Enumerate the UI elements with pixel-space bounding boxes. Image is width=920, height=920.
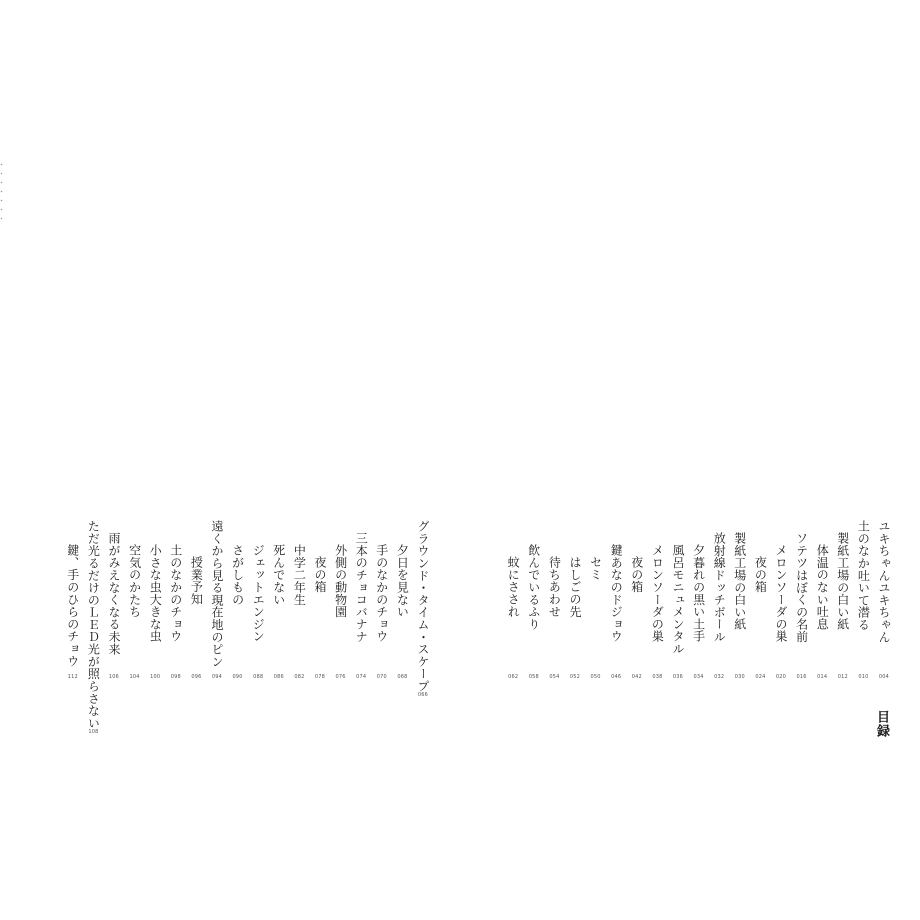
toc-entry-title: 鍵、手のひらのチョウ — [65, 544, 80, 667]
toc-entry-page-number: 100 — [150, 674, 161, 680]
toc-entry-title: 外側の動物園 — [333, 544, 348, 618]
toc-entry-page-number: 024 — [755, 674, 766, 680]
toc-entry — [270, 520, 288, 680]
toc-entry-title: ジェットエンジン — [251, 544, 266, 643]
toc-entry-title: メロンソーダの巣 — [774, 544, 788, 643]
toc-entry — [607, 520, 625, 680]
toc-entry — [813, 520, 831, 680]
toc-entry-page-number: 070 — [376, 674, 387, 680]
toc-entry-title: 空気のかたち — [127, 544, 142, 618]
toc-entry — [793, 520, 811, 680]
toc-entry-title: 授業予知 — [189, 556, 204, 606]
toc-entry — [545, 520, 563, 680]
toc-entry — [393, 520, 411, 680]
toc-entry — [84, 520, 102, 736]
toc-entry-title: 待ちあわせ — [547, 556, 562, 618]
toc-entry — [311, 520, 329, 680]
toc-entry — [504, 520, 522, 680]
toc-entry — [751, 520, 769, 680]
toc-entry-page-number: 108 — [88, 729, 99, 736]
toc-entry — [187, 520, 205, 680]
toc-entry-page-number: 010 — [858, 674, 869, 680]
toc-entry-title: 土のなか吐いて潜る — [856, 520, 871, 631]
toc-entry-title: 放射線ドッチボール — [712, 532, 727, 643]
toc-entry-title: ユキちゃんユキちゃん — [877, 520, 891, 643]
toc-entry — [854, 520, 872, 680]
toc-entry — [669, 520, 687, 680]
toc-entry-page-number: 086 — [273, 674, 284, 680]
toc-entry — [373, 520, 391, 680]
toc-entry-page-number: 014 — [817, 674, 828, 680]
toc-entry-page-number: 074 — [356, 674, 367, 680]
toc-entry-page-number: 052 — [569, 674, 581, 680]
toc-entry — [772, 520, 790, 680]
toc-entry-page-number: 034 — [693, 674, 704, 680]
toc-entry — [414, 520, 432, 699]
toc-entry-page-number: 082 — [294, 674, 305, 680]
toc-entry — [352, 520, 370, 680]
toc-entry-title: 風呂モニュメンタル — [671, 544, 685, 655]
toc-entry-page-number: 062 — [508, 674, 519, 680]
toc-entry — [167, 520, 185, 680]
toc-entry-title: メロンソーダの巣 — [650, 544, 665, 643]
toc-entry-title: 製紙工場の白い紙 — [835, 532, 850, 631]
toc-entry-page-number: 106 — [108, 674, 120, 680]
toc-entry-title: 小さな虫大きな虫 — [148, 544, 163, 643]
toc-entry-title: ただ光るだけのＬＥＤ光が照らさない — [86, 520, 101, 730]
toc-entry — [648, 520, 666, 680]
toc-entry-title: 製紙工場の白い紙 — [732, 532, 747, 631]
toc-entry — [834, 520, 852, 680]
toc-entry-title: 中学二年生 — [292, 544, 307, 606]
toc-entry-page-number: 058 — [528, 674, 539, 680]
toc-entry-page-number: 094 — [211, 674, 223, 680]
toc-entry-page-number: 016 — [796, 674, 807, 680]
toc-entry-page-number: 068 — [397, 674, 408, 680]
page-edge-marks — [0, 160, 3, 220]
toc-entry-title: 蚊にさされ — [506, 556, 521, 618]
toc-entry-title: さがしもの — [230, 544, 245, 606]
toc-entry — [566, 520, 584, 680]
toc-entry — [875, 520, 893, 680]
toc-entry-title: 三本のチョコバナナ — [354, 532, 369, 643]
toc-entry — [208, 520, 226, 680]
toc-entry-page-number: 012 — [837, 674, 848, 680]
toc-entry — [332, 520, 350, 680]
toc-entry — [146, 520, 164, 680]
toc-entry-page-number: 042 — [631, 674, 642, 680]
toc-entry-page-number: 096 — [191, 674, 202, 680]
toc-entry — [249, 520, 267, 680]
toc-entry-page-number: 054 — [549, 674, 560, 680]
toc-entry-page-number: 090 — [232, 674, 243, 680]
toc-entry-title: ソテツはぼくの名前 — [794, 532, 809, 643]
toc-entry-title: 雨がみえなくなる未来 — [107, 532, 121, 655]
toc-entry — [229, 520, 247, 680]
toc-entry-page-number: 038 — [652, 674, 663, 680]
toc-entry — [105, 520, 123, 680]
toc-entry-title: はしごの先 — [568, 556, 582, 618]
toc-entry-page-number: 112 — [67, 674, 78, 680]
toc-entry-title: 飲んでいるふり — [526, 544, 541, 631]
toc-entry-title: 夜の箱 — [629, 556, 644, 593]
toc-entry — [587, 520, 605, 680]
toc-entry-page-number: 066 — [417, 692, 429, 699]
toc-entry-title: 夜の箱 — [313, 556, 327, 593]
toc-entry — [126, 520, 144, 680]
toc-entry-page-number: 088 — [253, 674, 264, 680]
toc-entry-title: 死んでない — [271, 544, 286, 606]
toc-entry — [64, 520, 82, 680]
toc-entry-page-number: 098 — [170, 674, 181, 680]
toc-entry-page-number: 078 — [314, 674, 326, 680]
toc-entry-page-number: 050 — [590, 674, 601, 680]
toc-entry-title: グラウンド・タイム・スケープ — [416, 520, 430, 693]
toc-entry-page-number: 076 — [335, 674, 346, 680]
toc-entry-title: セミ — [588, 556, 603, 581]
toc-entry-title: 遠くから見る現在地のピン — [210, 520, 224, 668]
toc-entry-page-number: 030 — [734, 674, 745, 680]
toc-entry-title: 手のなかのチョウ — [374, 544, 389, 643]
toc-entry-page-number: 032 — [714, 674, 725, 680]
toc-entry-title: 鍵あなのドジョウ — [609, 544, 624, 643]
toc-entry — [290, 520, 308, 680]
toc-entry-title: 体温のない吐息 — [815, 544, 830, 631]
toc-entry-page-number: 036 — [672, 674, 684, 680]
toc-entry-page-number: 104 — [129, 674, 140, 680]
toc-entry-page-number: 004 — [878, 674, 890, 680]
toc-entry-title: 土のなかのチョウ — [168, 544, 183, 643]
toc-entry — [525, 520, 543, 680]
toc-entry-title: 夕暮れの黒い土手 — [691, 544, 706, 643]
toc-entry-page-number: 046 — [611, 674, 622, 680]
toc-entry-title: 夜の箱 — [753, 556, 768, 593]
toc-entry — [710, 520, 728, 680]
toc-entry — [731, 520, 749, 680]
toc-heading: 目録 — [874, 710, 889, 738]
toc-entry-title: 夕日を見ない — [395, 544, 410, 618]
toc-entry-page-number: 020 — [775, 674, 787, 680]
toc-entry — [690, 520, 708, 680]
toc-entry — [628, 520, 646, 680]
